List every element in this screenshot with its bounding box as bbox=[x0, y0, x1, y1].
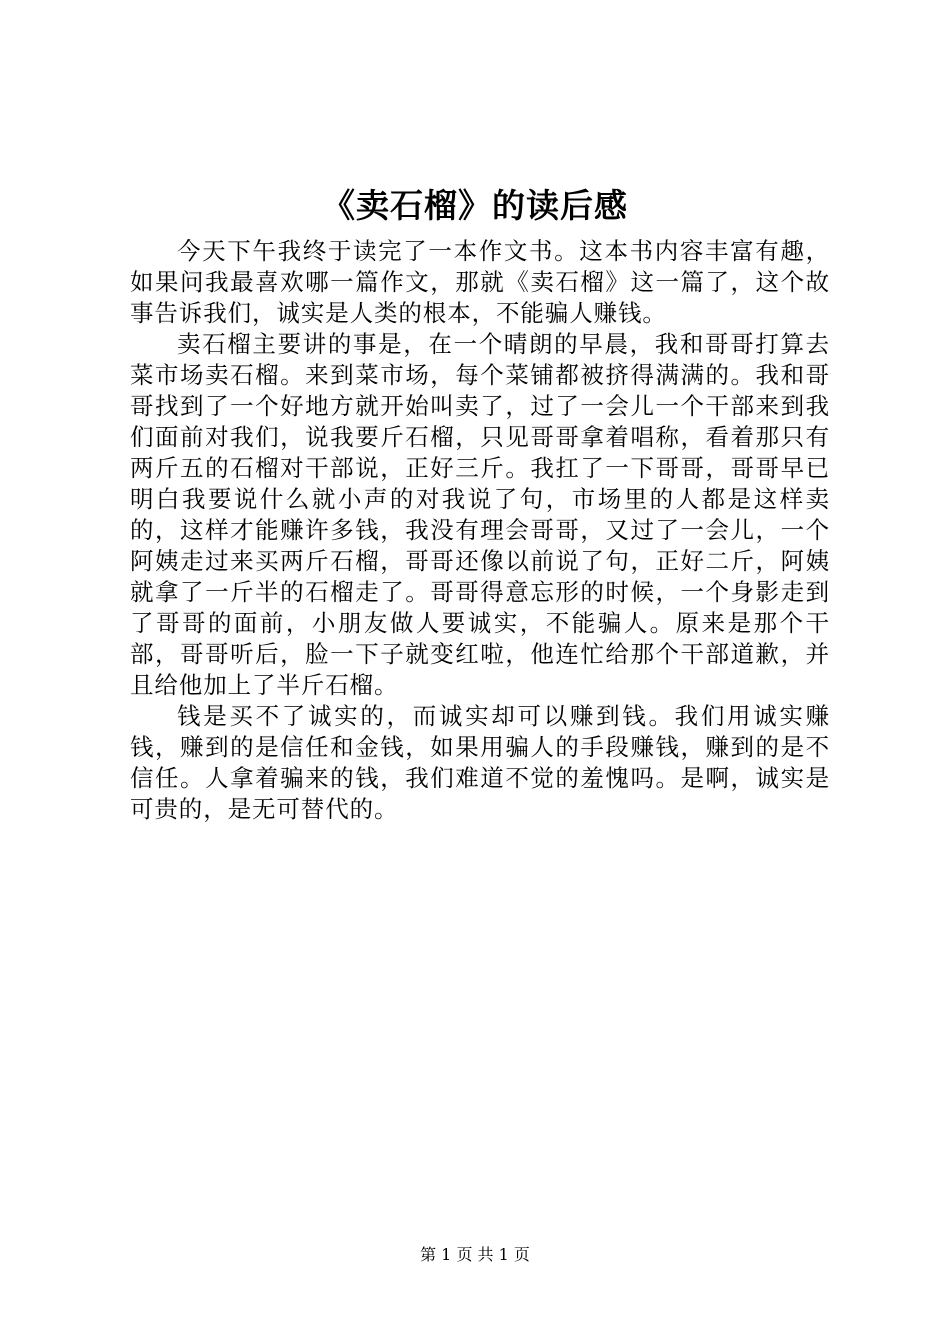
document-body bbox=[130, 236, 830, 825]
paragraph-2: 卖石榴主要讲的事是，在一个晴朗的早晨，我和哥哥打算去菜市场卖石榴。来到菜市场，每个菜铺都被挤得满满的。我和哥哥找到了一个好地方就开始叫卖了，过了一会儿一个干部来到我们面前对我们，说我要斤石榴，只见哥哥拿着唱称，看着那只有两斤五的石榴对干部说，正好三斤。我扛了一下哥哥，哥哥早已明白我要说什么就小声的对我说了句，市场里的人都是这样卖的，这样才能赚许多钱，我没有理会哥哥，又过了一会儿，一个阿姨走过来买两斤石榴，哥哥还像以前说了句，正好二斤，阿姨就拿了一斤半的石榴走了。哥哥得意忘形的时候，一个身影走到了哥哥的面前，小朋友做人要诚实，不能骗人。原来是那个干部，哥哥听后，脸一下子就变红啦，他连忙给那个干部道歉，并且给他加上了半斤石榴。 bbox=[130, 330, 830, 699]
paragraph-1: 今天下午我终于读完了一本作文书。这本书内容丰富有趣，如果问我最喜欢哪一篇作文，那就《卖石榴》这一篇了，这个故事告诉我们，诚实是人类的根本，不能骗人赚钱。 bbox=[130, 237, 830, 327]
document-title: 《卖石榴》的读后感 bbox=[322, 186, 628, 225]
paragraph-3: 钱是买不了诚实的，而诚实却可以赚到钱。我们用诚实赚钱，赚到的是信任和金钱，如果用骗人的手段赚钱，赚到的是不信任。人拿着骗来的钱，我们难道不觉的羞愧吗。是啊，诚实是可贵的，是无可替代的。 bbox=[130, 702, 830, 823]
page-number-footer: 第 1 页 共 1 页 bbox=[420, 1245, 530, 1264]
